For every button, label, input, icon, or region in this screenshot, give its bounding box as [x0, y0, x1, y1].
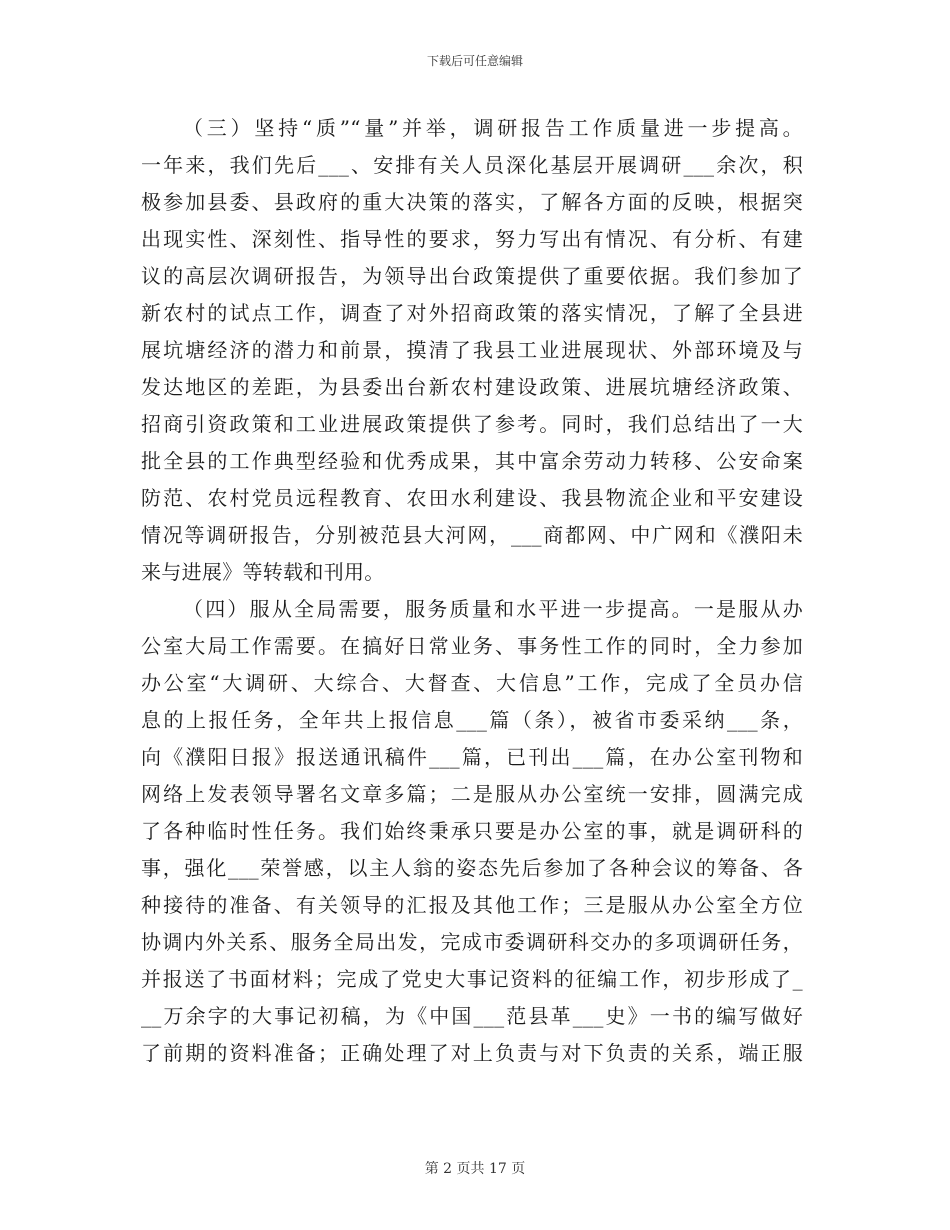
text-line: 息的上报任务，全年共上报信息___篇（条），被省市委采纳___条，	[141, 708, 803, 732]
text-line: 批全县的工作典型经验和优秀成果，其中富余劳动力转移、公安命案	[141, 449, 803, 473]
document-body	[141, 110, 803, 1072]
page-header: 下载后可任意编辑	[426, 54, 523, 68]
page-number: 第 2 页共 17 页	[424, 1161, 526, 1177]
text-line: 出现实性、深刻性、指导性的要求，努力写出有情况、有分析、有建	[141, 227, 803, 251]
text-line: 新农村的试点工作，调查了对外招商政策的落实情况，了解了全县进	[141, 301, 803, 325]
text-line: 情况等调研报告，分别被范县大河网，___商都网、中广网和《濮阳未	[141, 523, 803, 547]
text-line: 议的高层次调研报告，为领导出台政策提供了重要依据。我们参加了	[141, 264, 803, 288]
text-line: 网络上发表领导署名文章多篇；二是服从办公室统一安排，圆满完成	[141, 782, 803, 806]
text-line: 向《濮阳日报》报送通讯稿件___篇，已刊出___篇，在办公室刊物和	[141, 745, 803, 769]
text-line: 公室大局工作需要。在搞好日常业务、事务性工作的同时，全力参加	[141, 634, 803, 658]
text-line: __万余字的大事记初稿，为《中国___范县革___史》一书的编写做好	[141, 1004, 803, 1028]
text-line: 一年来，我们先后___、安排有关人员深化基层开展调研___余次，积	[141, 153, 803, 177]
text-line: 办公室“大调研、大综合、大督查、大信息”工作，完成了全员办信	[141, 671, 803, 695]
text-line: （三）坚持“质”“量”并举，调研报告工作质量进一步提高。	[183, 116, 803, 140]
text-line: 发达地区的差距，为县委出台新农村建设政策、进展坑塘经济政策、	[141, 375, 803, 399]
text-line: 种接待的准备、有关领导的汇报及其他工作；三是服从办公室全方位	[141, 893, 803, 917]
text-line: （四）服从全局需要，服务质量和水平进一步提高。一是服从办	[183, 597, 803, 621]
text-line: 极参加县委、县政府的重大决策的落实，了解各方面的反映，根据突	[141, 190, 803, 214]
text-line: 了前期的资料准备；正确处理了对上负责与对下负责的关系，端正服	[141, 1041, 803, 1065]
text-line: 协调内外关系、服务全局出发，完成市委调研科交办的多项调研任务，	[141, 930, 803, 954]
text-line: 招商引资政策和工业进展政策提供了参考。同时，我们总结出了一大	[141, 412, 803, 436]
text-line: 了各种临时性任务。我们始终秉承只要是办公室的事，就是调研科的	[141, 819, 803, 843]
text-line: 展坑塘经济的潜力和前景，摸清了我县工业进展现状、外部环境及与	[141, 338, 803, 362]
text-line: 事，强化___荣誉感，以主人翁的姿态先后参加了各种会议的筹备、各	[141, 856, 803, 880]
text-line: 防范、农村党员远程教育、农田水利建设、我县物流企业和平安建设	[141, 486, 803, 510]
text-line: 并报送了书面材料；完成了党史大事记资料的征编工作，初步形成了_	[141, 967, 803, 991]
text-line: 来与进展》等转载和刊用。	[141, 560, 385, 584]
